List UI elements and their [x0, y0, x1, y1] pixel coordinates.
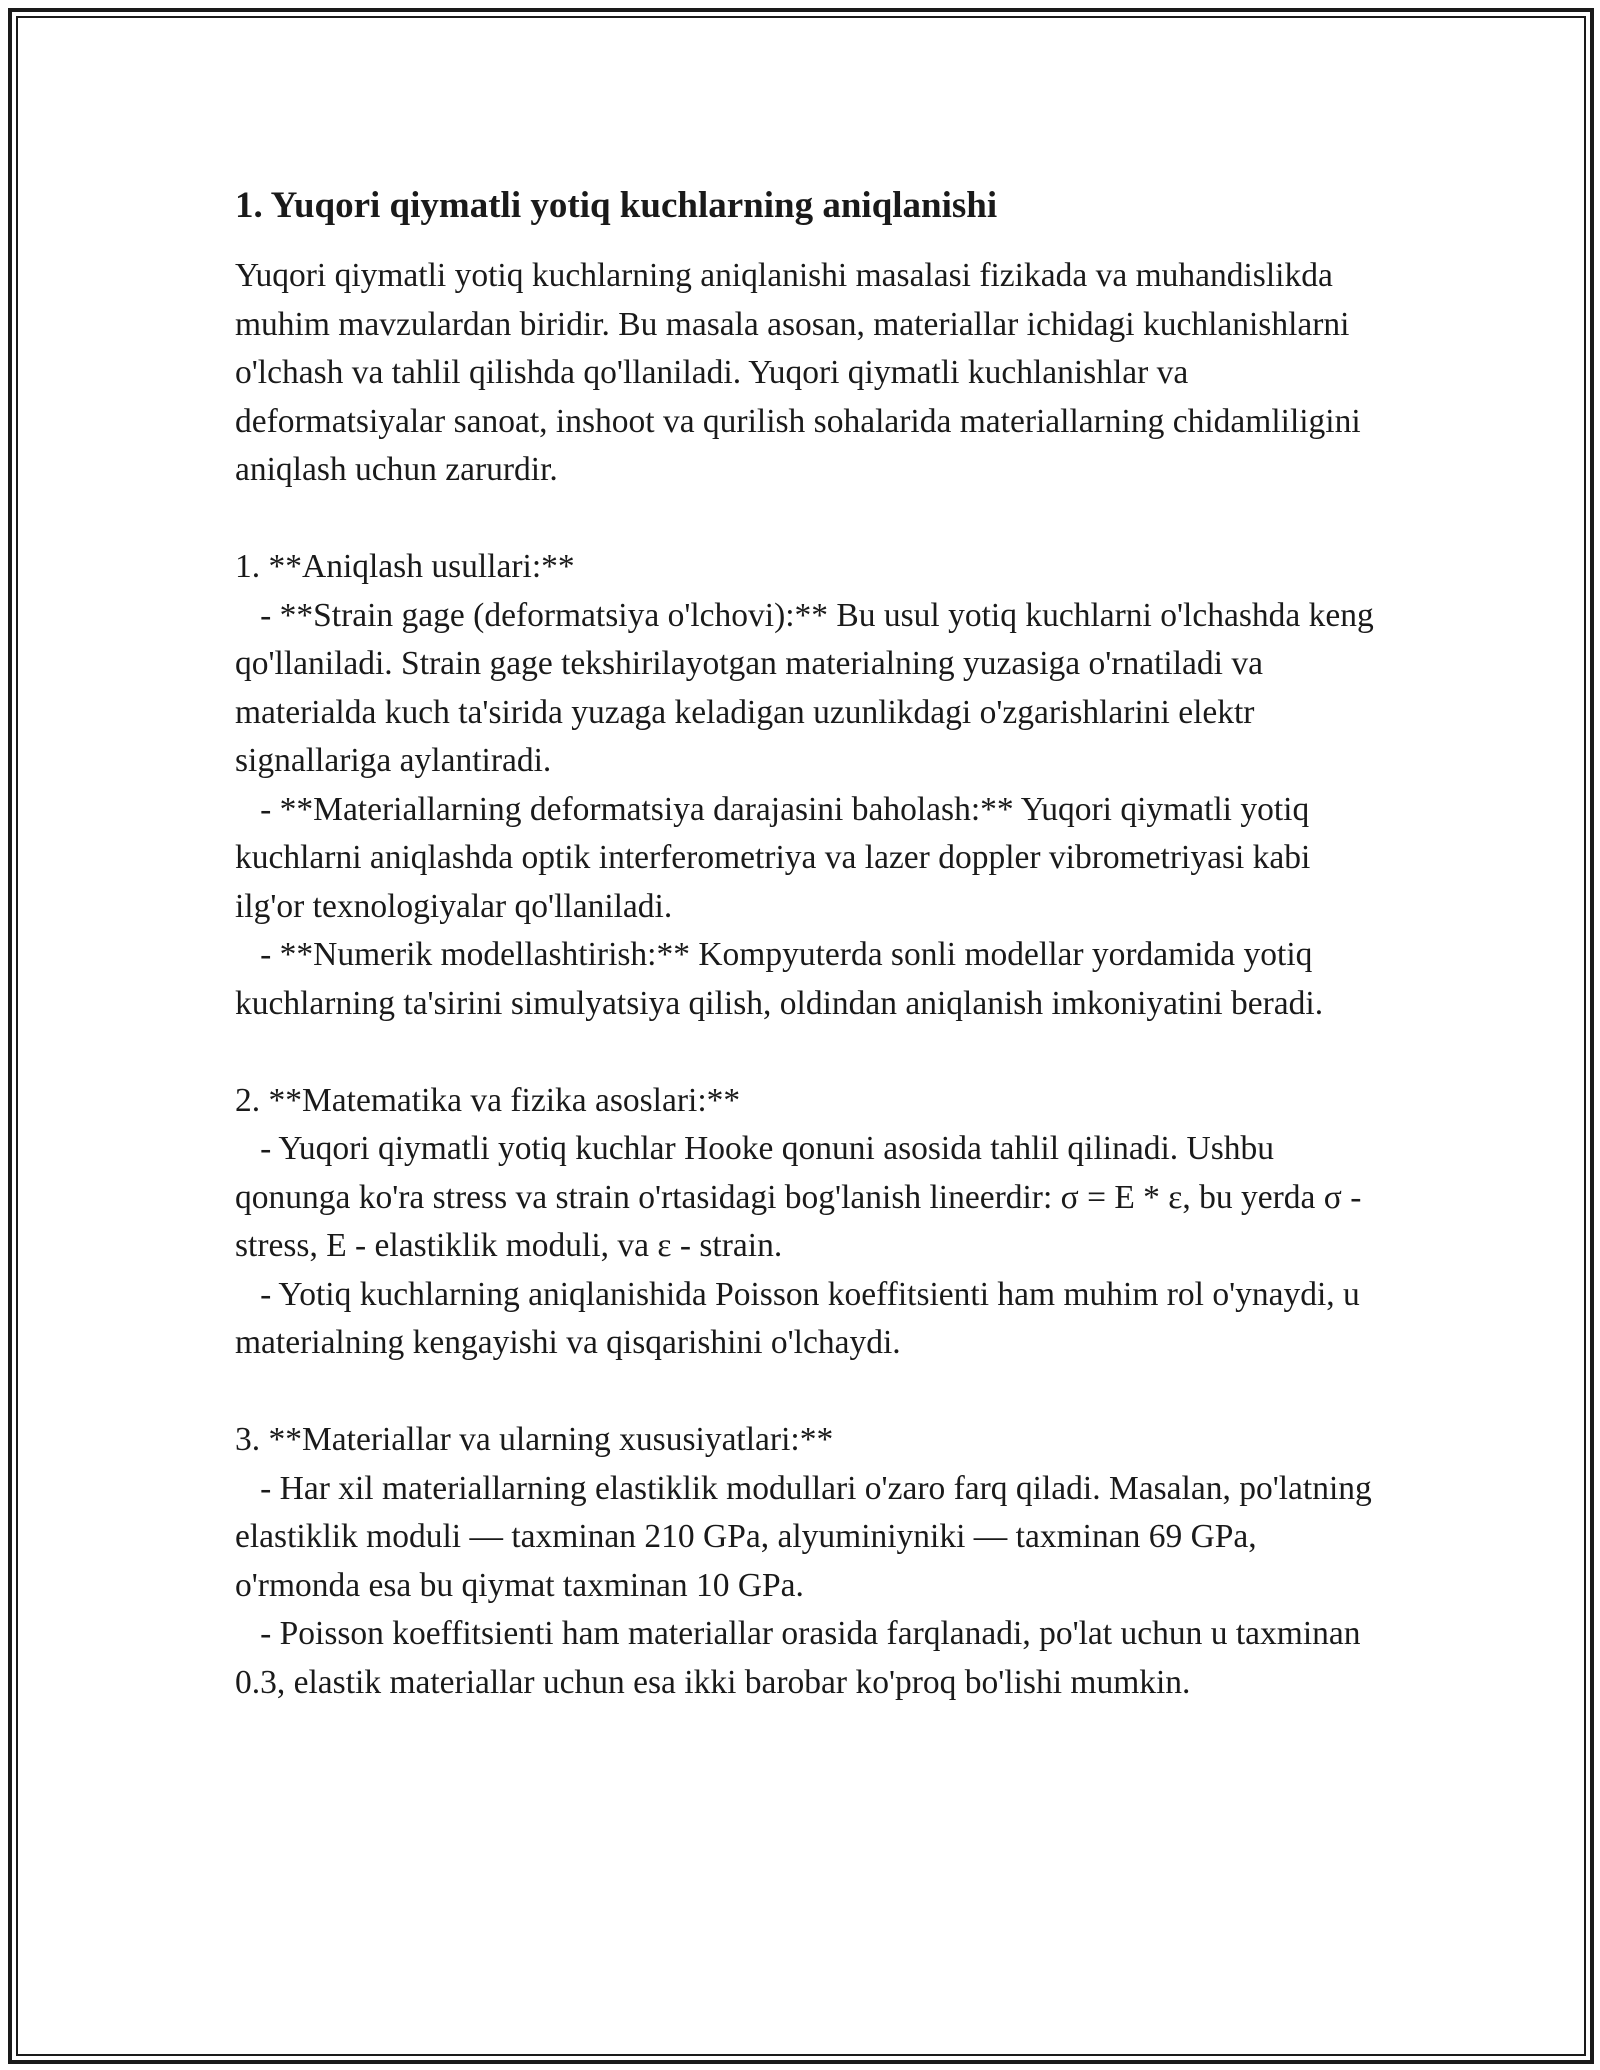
- list-item: - Har xil materiallarning elastiklik modullari o'zaro farq qiladi. Masalan, po'latning elastiklik moduli — taxminan 210 GPa, alyuminiyniki — taxminan 69 GPa, o'rmonda esa bu qiymat taxminan 10 GPa.: [235, 1469, 1381, 1604]
- list-item: - Yotiq kuchlarning aniqlanishida Poisson koeffitsienti ham muhim rol o'ynaydi, u materialning kengayishi va qisqarishini o'lchaydi.: [235, 1275, 1369, 1362]
- list-item: - Poisson koeffitsienti ham materiallar orasida farqlanadi, po'lat uchun u taxminan 0.3, elastik materiallar uchun esa ikki barobar ko'proq bo'lishi mumkin.: [235, 1615, 1369, 1701]
- list-item: - Yuqori qiymatli yotiq kuchlar Hooke qonuni asosida tahlil qilinadi. Ushbu qonunga ko'ra stress va strain o'rtasidagi bog'lanish lineerdir: σ = E * ε, bu yerda σ - stress, E - elastiklik moduli, va ε - strain.: [235, 1130, 1370, 1265]
- section-title: 2. **Matematika va fizika asoslari:**: [235, 1081, 741, 1119]
- section-title: 1. **Aniqlash usullari:**: [235, 548, 575, 586]
- spacer: [235, 1368, 1375, 1417]
- document-body: [235, 182, 1383, 1707]
- spacer: [235, 1028, 1375, 1077]
- intro-paragraph: Yuqori qiymatli yotiq kuchlarning aniqlanishi masalasi fizikada va muhandislikda muhim mavzulardan biridir. Bu masala asosan, materiallar ichidagi kuchlanishlarni o'lchash va tahlil qilishda qo'llaniladi. Yuqori qiymatli kuchlanishlar va deformatsiyalar sanoat, inshoot va qurilish sohalarida materiallarning chidamliligini aniqlash uchun zarurdir.: [235, 257, 1370, 489]
- list-item: - **Numerik modellashtirish:** Kompyuterda sonli modellar yordamida yotiq kuchlarning ta'sirini simulyatsiya qilish, oldindan aniqlanish imkoniyatini beradi.: [235, 936, 1324, 1022]
- section-aniqlash-usullari: [235, 543, 1383, 1028]
- section-heading: 1. Yuqori qiymatli yotiq kuchlarning aniqlanishi: [235, 185, 998, 226]
- section-materiallar: [235, 1416, 1381, 1707]
- list-item: - **Materiallarning deformatsiya darajasini baholash:** Yuqori qiymatli yotiq kuchlarni aniqlashda optik interferometriya va lazer doppler vibrometriyasi kabi ilg'or texnologiyalar qo'llaniladi.: [235, 790, 1319, 925]
- section-title: 3. **Materiallar va ularning xususiyatlari:**: [235, 1421, 834, 1459]
- spacer: [235, 495, 1375, 544]
- section-matematika-fizika: [235, 1077, 1375, 1368]
- list-item: - **Strain gage (deformatsiya o'lchovi):** Bu usul yotiq kuchlarni o'lchashda keng qo'llaniladi. Strain gage tekshirilayotgan materialning yuzasiga o'rnatiladi va materialda kuch ta'sirida yuzaga keladigan uzunlikdagi o'zgarishlarini elektr signallariga aylantiradi.: [235, 596, 1383, 780]
